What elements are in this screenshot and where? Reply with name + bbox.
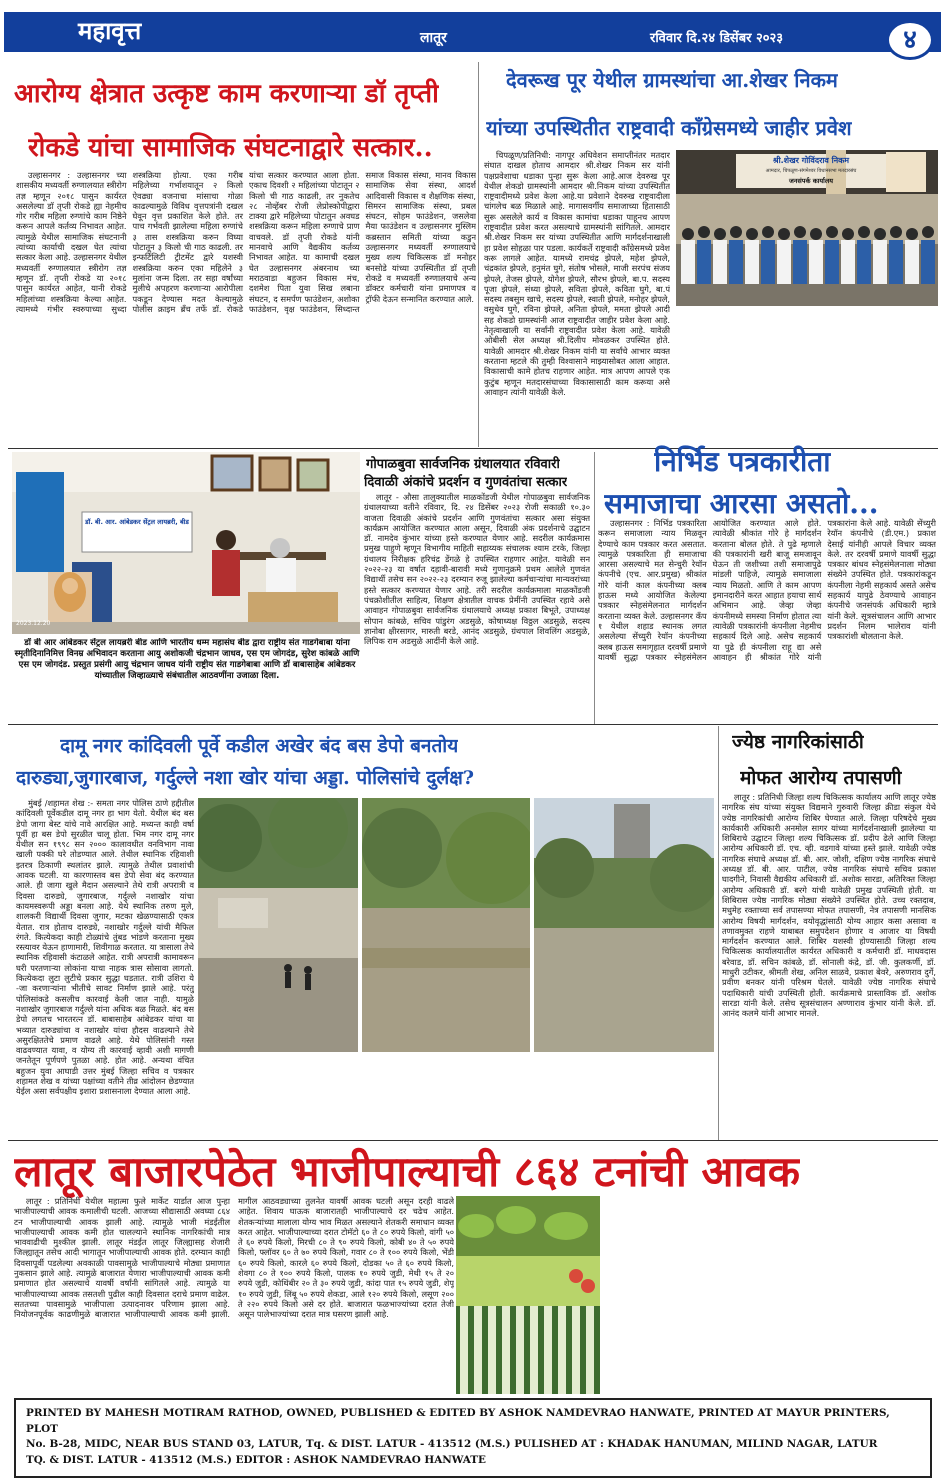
masthead-bar bbox=[4, 12, 941, 52]
section-divider bbox=[8, 724, 938, 725]
library-photo-illustration bbox=[12, 452, 360, 634]
ncp-headline-line1: देवरूख पूर येथील ग्रामस्थांचा आ.शेखर निकम bbox=[506, 68, 838, 92]
press-body: उल्हासनगर : निर्भिड पत्रकारिता करून समाजाला न्याय मिळवून देण्याचे काम पत्रकार करत असतात. त्यामुळे पत्रकारिता ही समाजाचा आरसा असल्याचे मत सेन्चुरी रेयॉन कंपनीचे (एच. आर.प्रमुख) श्रीकांत गोरे यांनी काल कंपनीच्या क्लब हाऊस मध्ये आयोजित केलेल्या पत्रकार स्नेहसंमेलनात मार्गदर्शन करताना व्यक्त केले. उल्हासनगर कँप १ येथील शहाड स्थानक लगत असलेल्या सेंच्युरी रेयॉन कंपनीच्या क्लब हाऊस समागृहात दरवर्षी प्रमाणे यावर्षी सुद्धा पत्रकार स्नेहसंमेलन आयोजित करण्यात आले होते. त्यावेळी श्रीकांत गोरे हे मार्गदर्शन करताना बोलत होते. ते पुढे म्हणाले की पत्रकारांनी खरी बाजू समजावून घेऊन ती जशीच्या तशी समाजापुढे मांडली पाहिजे, त्यामुळे समाजाला न्याय मिळतो. आणि ते काम आपण इमानदारीने करत आहात हयाचा सार्थ अभिमान आहे. जेव्हा जेव्हा कंपनीमध्ये समस्या निर्माण होतात त्या त्यावेळी पत्रकारांनी कंपनीला नेहमीच सहकार्य दिले आहे. असेच सहकार्य या पुढे ही कंपनीला राहू द्या असे आवाहन ही श्रीकांत गोरे यांनी पत्रकारांना केले आहे. यावेळी सेंच्युरी रेयॉन कंपनीचे (डी.एम.) प्रकाश देसाई यांनीही आपले विचार व्यक्त केले. तर दरवर्षी प्रमाणे यावर्षी सुद्धा पत्रकार बांधव स्नेहसंमेलनाला मोठ्या संख्येने उपस्थित होते. पत्रकारांकडून कंपनीला नेहमी सहकार्य असते असेच सहकार्य यापुढे ठेवण्याचे आवाहन कंपनीचे जनसंपर्क अधिकारी म्हात्रे यांनी केले. सूत्रसंचालन आणि आभार प्रदर्शन निलम भालेराव यांनी पत्रकारांशी बोलताना केले. bbox=[598, 518, 936, 662]
printer-imprint bbox=[14, 1398, 932, 1478]
ncp-banner-name: श्री.शेखर गोविंदराव निकम bbox=[772, 156, 850, 165]
depot-photo-1 bbox=[198, 798, 358, 1052]
depot-photo-3-illustration bbox=[534, 798, 714, 1052]
health-headline-line1: ज्येष्ठ नागरिकांसाठी bbox=[732, 731, 864, 753]
depot-body-bottom bbox=[198, 1056, 714, 1126]
award-headline-line2: रोकडे यांचा सामाजिक संघटनाद्वारे सत्कार.. bbox=[28, 133, 433, 163]
ncp-group-photo bbox=[676, 150, 938, 306]
press-headline-line2: समाजाचा आरसा असतो... bbox=[604, 487, 879, 520]
ncp-banner-subtitle: आमदार, चिपळूण-संगमेश्वर विधानसभा मतदारसंघ bbox=[765, 168, 857, 174]
column-divider bbox=[478, 62, 479, 447]
market-body-left: लातूर : प्रतिनिधी येथील महात्मा फुले मार्केट यार्डात आज पुन्हा भाजीपाल्याची आवक कमालीची घटली. आजच्या सौद्यासाठी अवघ्या ८६४ टन भाजीपाल्याची आवक झाली आहे. त्यामुळे भाजी मंडईतील भाजीपाल्याची आवक कमी होत चालल्याने स्थानिक नागरिकांची मात्र भाववाढीची मुश्कील झाली. लातूर मंडईत लातूर जिल्ह्यासह शेजारी जिल्ह्यातून तसेच आदी भागातून भाजीपाल्याची आवक होते. दरम्यान काही दिवसापूर्वी पडलेल्या अवकाळी पावसामुळे भाजीपाल्याचे मोठ्या प्रमाणात नुकसान झाले आहे. त्यामुळे बाजारात येणारा भाजीपाल्याची आवक कमी प्रमाणात होत असल्याचे यावर्षी वर्षांनी सांगितले आहे. त्यामुळे या भाजीपाल्याच्या आवक तसतशी पुढील काही दिवसात दराचे प्रमाण वाढेल. सततच्या पावसामुळे भाजीपाला उत्पादनावर परिणाम झाला आहे. नियोजनपूर्वक काढणीमुळे बाजारात भाजीपाल्याची आवक कमी झाली. मागील आठवड्याच्या तुलनेत यावर्षी आवक घटली असून दरही वाढले आहेत. शिवाय घाऊक बाजारातही भाजीपाल्याचे दर चढेच आहेत. शेतकऱ्यांच्या मालाला योग्य भाव मिळत असल्याने शेतकरी समाधान व्यक्त करत आहेत. भाजीपाल्याच्या दरात टोमॅटो ६० ते ८० रुपये किलो, वांगी ५० ते ६० रुपये किलो, मिरची ८० ते ९० रुपये किलो, कोबी ४० ते ५० रुपये किलो, फ्लॉवर ६० ते ७० रुपये किलो, गवार ८० ते १०० रुपये किलो, भेंडी ६० रुपये किलो, कारले ६० रुपये किलो, दोडका ५० ते ६० रुपये किलो, शेवगा ८० ते १०० रुपये किलो, पालक १० रुपये जुडी, मेथी १५ ते २० रुपये जुडी, कोथिंबीर २० ते ३० रुपये जुडी, कांदा पात १५ रुपये जुडी, शेपू १० रुपये जुडी, लिंबू ५० रुपये शेकडा, आले १२० रुपये किलो, लसूण २०० ते २२० रुपये किलो असे दर होते. बाजारात फळभाज्यांच्या दरात तेजी असून पालेभाज्यांच्या दरात मात्र घसरण झाली आहे. bbox=[14, 1196, 454, 1320]
depot-headline-line1: दामू नगर कांदिवली पूर्वे कडील अखेर बंद बस डेपो बनतोय bbox=[60, 735, 459, 757]
library-photo-caption: डॉ बी आर आंबेडकर सेंट्रल लायब्ररी बीड आणि भारतीय धम्म महासंघ बीड द्वारा राष्ट्रीय संत गाडगेबाबा यांना स्मृतीदिनानिमित्त विनम्र अभिवादन करताना आयु अशोकजी चंद्रभान जाधव, एस एम जोगदंड, सुरेश कांबळे आणि एस एम जोगदंड. प्रस्तुत प्रसंगी आयु चंद्रभान जाधव यांनी राष्ट्रीय संत गाडगेबाबा आणि डॉ बाबासाहेब आंबेडकर यांच्यातील जिव्हाळ्याचे संबंधातील आठवणींना उजाळा दिला. bbox=[14, 638, 360, 681]
market-headline: लातूर बाजारपेठेत भाजीपाल्याची ८६४ टनांची आवक bbox=[14, 1147, 800, 1196]
award-headline-line1: आरोग्य क्षेत्रात उत्कृष्ट काम करणाऱ्या डॉ तृप्ती bbox=[14, 79, 439, 109]
market-body-right bbox=[604, 1196, 934, 1390]
column-divider bbox=[594, 452, 595, 724]
library-headline-line2: दिवाळी अंकांचे प्रदर्शन व गुणवंतांचा सत्कार bbox=[364, 475, 568, 490]
library-wall-sign: डॉ. बी. आर. आंबेडकर सेंट्रल लायब्ररी, बीड bbox=[85, 518, 189, 526]
masthead-logo: महावृत्त bbox=[78, 16, 142, 45]
column-divider bbox=[718, 726, 719, 1140]
health-body: लातूर : प्रतिनिधी जिल्हा शल्य चिकित्सक कार्यालय आणि लातूर ज्येष्ठ नागरिक संघ यांच्या संयुक्त विद्यमाने गुरुवारी जिल्हा क्रीडा संकुल येथे ज्येष्ठ नागरिकांची आरोग्य शिबिर घेण्यात आले. जिल्हा परिषदेचे मुख्य कार्यकारी अधिकारी अनमोल सागर यांच्या मार्गदर्शनाखाली झालेल्या या शिबिराचे उद्घाटन जिल्हा शल्य चिकित्सक डॉ. प्रदीप ढेले आणि जिल्हा आरोग्य अधिकारी डॉ. एच. व्ही. वडगावे यांच्या हस्ते झाले. यावेळी ज्येष्ठ नागरिक संघाचे अध्यक्ष डॉ. बी. आर. जोशी, दक्षिण ज्येष्ठ नागरिक संघाचे अध्यक्ष डॉ. बी. आर. पाटील, ज्येष्ठ नागरिक संघाचे सचिव प्रकाश घादगीने, निवासी वैद्यकीय अधिकारी डॉ. अशोक सारडा, अतिरिक्त जिल्हा आरोग्य अधिकारी डॉ. बरगे यांची यावेळी प्रमुख उपस्थिती होती. या शिबिरास ज्येष्ठ नागरिक मोठ्या संख्येने उपस्थित होते. उच्च रक्तदाब, मधुमेह रक्ताच्या सर्व तपासण्या मोफत तपासणी, नेत्र तपासणी मानसिक आरोग्य विषयी मार्गदर्शन, वयोवृद्धांसाठी योग्य आहार कसा असावा व तणावमुक्त राहणे याबाबत समुपदेशन होणार व आजार या विषयी मार्गदर्शन करण्यात आले. शिबिर यशस्वी होण्यासाठी जिल्हा शल्य चिकित्सक कार्यालयातील कार्यरत अधिकारी व कर्मचारी डॉ. माधवदास बरेवाड, डॉ. सचिन कांबळे, डॉ. सोनाली कंद्रे, डॉ. जी. कुलकर्णी, डॉ. माधुरी उटीकर, श्रीमती शेख, अनिल साळवे, प्रकाश बेवरे, अरुणराव दुर्गे, प्रवीण बनकर यांनी परिश्रम घेतले. यावेळी ज्येष्ठ नागरिक संघाचे पदाधिकारी यांची उपस्थिती होती. कार्यक्रमाचे प्रास्ताविक डॉ. अशोक सारडा यांनी केले. तसेच सूत्रसंचालन अण्णाराव कुंभार यांनी केले. डॉ. आनंद कलमे यांनी आभार मानले. bbox=[722, 792, 936, 1019]
depot-photo-2 bbox=[362, 798, 530, 1052]
health-headline-line2: मोफत आरोग्य तपासणी bbox=[740, 767, 902, 789]
masthead-city: लातूर bbox=[420, 30, 447, 46]
library-photo-timestamp: 2023.12.20 bbox=[16, 620, 51, 627]
depot-photo-2-illustration bbox=[362, 798, 530, 1052]
press-headline-line1: निर्भिड पत्रकारीता bbox=[654, 445, 831, 478]
library-headline-line1: गोपाळबुवा सार्वजनिक ग्रंथालयात रविवारी bbox=[366, 457, 560, 472]
imprint-line-1: PRINTED BY MAHESH MOTIRAM RATHOD, OWNED, PUBLISHED & EDITED BY ASHOK NAMDEVRAO HANWATE, PRINTED AT MAYUR PRINTERS, PLOT bbox=[26, 1407, 890, 1435]
library-body: लातूर - औसा तालुक्यातील माळकोंडजी येथील गोपाळबुवा सार्वजनिक ग्रंथालयाच्या वतीने रविवार, दि. २४ डिसेंबर २०२३ रोजी सकाळी १०.३० वाजता दिवाळी अंकांचे प्रदर्शन आणि गुणवंतांचा सत्कार असा संयुक्त कार्यक्रम आयोजित करण्यात आला असून, दिवाळी अंक प्रदर्शनाचे उद्घाटन डॉ. नामदेव कुंभार यांच्या हस्ते करण्यात येणार आहे. सदरील कार्यक्रमास प्रमुख पाहुणे म्हणून विभागीय माहिती सहाय्यक संचालक श्याम टरके, जिल्हा ग्रंथालय निरीक्षक हरिचंद्र डेंगळे हे उपस्थित राहणार आहेत. यावेळी सन २०२२-२३ या वर्षात दहावी-बारावी मध्ये गुणानुक्रमे प्रथम आलेले गुणवंत विद्यार्थी तसेच सन २०२२-२३ दरम्यान रुजू झालेल्या कर्मचाऱ्यांचा मान्यवरांच्या हस्ते सत्कार करण्यात येणार आहे. तरी सदरील कार्यक्रमाला माळकोंडजी पंचक्रोशीतील साहित्य, शिक्षण क्षेत्रातील वाचक प्रेमींनी उपस्थित रहावे असे आवाहन गोपाळबुवा सार्वजनिक ग्रंथालयाचे अध्यक्ष प्रकाश बिभूते, उपाध्यक्ष सोपान कांबळे, सचिव पांडुरंग अडसुळे, कोषाध्यक्ष विठ्ठल अडसुळे, सदस्य ज्ञानोबा क्षीरसागर, मारुती बरडे, आनंद अडसुळे, ग्रंथपाल शिवलिंग अडसुळे, लिपिक राम अडसुळे आदींनी केले आहे. bbox=[364, 492, 590, 647]
library-photo bbox=[12, 452, 360, 634]
depot-body-left: मुंबई /शहामत शेख :- समता नगर पोलिस ठाणे हद्दीतील कांदिवली पूर्वेकडील दामू नगर हा भाग येतो. येथील बंद बस डेपो जागा बेस्ट यांचे नावे आरक्षित आहे. मध्यन्त काही वर्षा पूर्वी हा बस डेपो सुरळीत चालू होता. भिम नगर दामू नगर येथील सन १९९८ सन २००० कालावधीत वनविभाग नावा खाली पक्की घरे तोडण्यात आले. तेथील स्थानिक रहिवाशी इतरत्र ठिकाणी स्थलांतर झाले. त्यामुळे तेथील प्रवाशांची आवक घटली. या कारणास्तव बस डेपो सेवा बंद करण्यात आले. ही जागा खुले मैदान असल्याने तेथे रात्री अपरात्री व दिवसा दारुड्ये, जुगारबाज, गर्दुल्ले नशाखोर यांचा कायमस्वरूपी अड्डा बनला आहे. येथे स्थानिक तरुण मुले, शालकरी विद्यार्थी दिवसा जुगार, मटका खेळण्यासाठी एकत्र येतात. रात्र होताच दारुड्ये, नशाखोर गर्दुल्ले यांची मैफिल रंगते. कित्येकदा काही टोळ्यांचे तुंबड भांडणे करताना मुख्य रस्त्यावर येऊन हाणामारी, शिवीगाळ करतात. या त्रासाला तेथे स्थानिक रहिवासी कंटाळले आहेत. रात्री अपरात्री कामावरून घरी परतणाऱ्या लोकांना याचा नाहक त्रास सोसावा लागतो. कित्येकदा लुटा लुटीचे प्रकार सुद्धा घडतात. रात्री उशिरा ये -जा करणाऱ्यांना भीतीचे सावट निर्माण झाले आहे. परंतु पोलिसांकडे कसलीच कारवाई केली जात नाही. यामुळे नशाखोर जुगारबाज गर्दुल्ले यांना अधिक बळ मिळते. बंद बस डेपो लगतच भारतरत्न डॉ. बाबासाहेब आंबेडकर यांचा या भव्यात दारुड्यांचा व नशाखोर यांचा हौदस वाढल्याने तेथे असुरक्षिततेचे प्रमाण वाढले आहे. येथे पोलिसांनी गस्त वाढवण्यात यावा, व योग्य ती कारवाई व्हावी अशी मागणी जनतेतून पूर्णपणे पुतळा आहे. होत आहे. अन्यथा वंचित बहुजन युवा आघाडी उत्तर मुंबई जिल्हा सचिव व पत्रकार शहामत शेख व यांच्या पक्षांच्या वतीने तीव्र आंदोलन छेडण्यात येईल असा सर्वपक्षीय इशारा प्रशासनाला देण्यात आला आहे. bbox=[16, 798, 194, 1097]
ncp-banner-office: जनसंपर्क कार्यालय bbox=[788, 177, 834, 185]
section-divider bbox=[8, 1140, 938, 1141]
masthead-date: रविवार दि.२४ डिसेंबर २०२३ bbox=[650, 31, 784, 46]
depot-photo-1-illustration bbox=[198, 798, 358, 1052]
imprint-line-2: No. B-28, MIDC, NEAR BUS STAND 03, LATUR, Tq. & DIST. LATUR - 413512 (M.S.) PULISHED AT : KHADAK HANUMAN, MILIND NAGAR, LATUR bbox=[26, 1438, 878, 1450]
depot-photo-3 bbox=[534, 798, 714, 1052]
ncp-body-right bbox=[676, 310, 938, 442]
award-body: उल्हासनगर : उल्हासनगर च्या शासकीय मध्यवर्ती रुग्णालयात स्त्रीरोग तज्ञ म्हणून २०१८ पासुन कार्यरत असलेल्या डॉ तृप्ती रोकडे ह्या नेहमीच गोर गरीब महिला रुग्णांचे काम निष्ठेने करून आपले कर्तव्य निभावत आहेत. त्यामुळे येथील सामाजिक संघटनानी त्यांच्या कार्याची दखल घेत त्यांचा सत्कार केला आहे. उल्हासनगर येथील मध्यवर्ती रुग्णालयात स्त्रीरोग तज्ञ म्हणून डॉ. तृप्ती रोकडे या २०१८ पासुन कार्यरत आहेत, यानी रोकडे महिलांच्या शस्त्रक्रिया केल्या आहेत. त्यामध्ये गंभीर स्वरुपाच्या सुध्दा शस्त्रक्रिया होत्या. एका गरीब महिलेच्या गर्भाशयातून २ किलो ऐवढ्या वजनाचा मांसाचा गोळा काढल्यामुळे विविध वृत्तपत्रांनी दखल घेवून वृत्त प्रकाशित केले होते. तर पाच गर्भवती झालेल्या महिला रुग्णांचे ३ तास शस्त्रक्रिया करुन विघ्या पोटातून ३ किलो ची गाठ काढली. तर इन्फर्टिलिटी ट्रीटमेंट द्वारे यशस्वी शस्त्रक्रिया करुन एका महिलेने ३ मुलांना जन्म दिला. तर सहा वर्षांच्या मुलीचे अपहरण करणाऱ्या आरोपीला पकडून देण्यास मदत केल्यामुळे पोलीस क्राइम ब्रँच तर्फे डॉ. रोकडे यांचा सत्कार करण्यात आला होता. एकाच दिवशी २ महिलांच्या पोटातून २ किलो ची गाठ काढली, तर नुकतेच २८ नोव्हेंबर रोजी लेप्रोस्कोपीद्वारा टाक्या द्वारे महिलेच्या पोटातुन अवघड शस्त्रक्रिया करून महिला रुग्णाचे प्राण वाचवले. डॉ तृप्ती रोकडे यांनी मानवाचे आणि वैद्यकीय कर्तव्य निभावत आहेत. या कामाची दखल घेत उल्हासनगर अंबरनाथ च्या मराठवाडा बहुजन विकास मंच, दशमेश पिता युवा सिख लबाना संघटन, द समर्पण फाउंडेशन, अशोका फाउंडेशन, वृक्ष फाउंडेशन, सिध्दान्त समाज विकास संस्था, मानव विकास सामाजिक सेवा संस्था, आदर्श आदिवासी विकास व शैक्षणिक संस्था, सिमरन सामाजिक संस्था, प्रबल संघटन, सोहम फाउंडेशन, जसलेवा मैया फाउंडेशन व उल्हासनगर मुस्लिम कब्रस्तान समिती यांच्या कडुन उल्हासनगर मध्यवर्ती रुग्णालयाचे मुख्य शल्य चिकित्सक डॉ मनोहर बनसोडे यांच्या उपस्थितीत डॉ तृप्ती रोकडे व मध्यवर्ती रुग्णालयाचे अन्य डॉक्टर कर्मचारी यांना प्रमाणपत्र व ट्रॉफी देऊन सन्मानित करण्यात आले. bbox=[16, 170, 476, 314]
page-number-badge: ४ bbox=[886, 20, 934, 60]
vegetables-photo bbox=[456, 1196, 600, 1394]
imprint-line-3: TQ. & DIST. LATUR - 413512 (M.S.) EDITOR : ASHOK NAMDEVRAO HANWATE bbox=[26, 1453, 486, 1466]
depot-headline-line2: दारुड्या,जुगारबाज, गर्दुल्ले नशा खोर यांचा अड्डा. पोलिसांचे दुर्लक्ष? bbox=[16, 767, 475, 789]
ncp-body-left: चिपळूण/प्रतिनिधी: नागपूर अधिवेशन समाप्तीनंतर मतदार संघात दाखल होताच आमदार श्री.शेखर निकम सर यांनी पक्षप्रवेशाचा धडाका पुन्हा सुरू केला आहे.आज देवरुख पूर येथील शेकडो ग्रामस्थांनी आमदार श्री.निकम यांच्या उपस्थितीत राष्ट्रवादीमध्ये प्रवेश केला आहे.या प्रवेशाने देवरुख राष्ट्रवादीला चांगलेच बळ मिळाले आहे. मागासवर्गीय समाजाच्या हितासाठी सुरू असलेले कार्य व विकास कामांचा धडाका पाहूनच आपण राष्ट्रवादीत प्रवेश करत असल्याचे ग्रामस्थांनी सांगितले. आमदार श्री.शेखर निकम सर यांच्या उपस्थितीत आणि मार्गदर्शनाखाली हा प्रवेश सोहळा पार पडला. कार्यकर्ते राष्ट्रवादी काँग्रेसमध्ये प्रवेश करू लागले आहेत. यामध्ये रामचंद्र झेपले, महेश झेपले, चंद्रकांत झेपले, हनुमंत घुगे, संतोष भोसले, माजी सरपंच संजय झेपले, तेजस झेपले, योगेश झेपले, सौरभ झेपले, बा.प. सदस्य पूजा झेपले, संध्या झेपले, सविता झेपले, कविता घुगे, बा.पं सदस्य तबसुम खाचे, सदस्य झेपले, स्वाती झेपले, मनोहर झेपले, वसुधेव घुगे, रविना झेपले, अनिता झेपले, ममता झेपले आदी सह शेकडो ग्रामस्थांनी आज राष्ट्रवादीत जाहीर प्रवेश केला आहे. नेतृत्वाखाली या सर्वांनी राष्ट्रवादीत प्रवेश केला आहे. यावेळी ओबीसी सेल अध्यक्ष श्री.दिलीप मोवळकर उपस्थित होते. यावेळी आमदार श्री.शेखर निकम यांनी या सर्वांचे आभार व्यक्त करताना म्हटले की तुम्ही विश्वासाने माझ्यासोबत आला आहात. विकासाची कामे होतच राहणार आहेत. मात्र आपण आपले एक कुटुंब म्हणून मतदारसंघाच्या विकासासाठी काम करूया असे आवाहन त्यांनी यावेळी केले. bbox=[484, 150, 670, 397]
ncp-headline-line2: यांच्या उपस्थितीत राष्ट्रवादी काँग्रेसमध्ये जाहीर प्रवेश bbox=[486, 116, 852, 140]
vegetables-photo-illustration bbox=[456, 1196, 600, 1394]
